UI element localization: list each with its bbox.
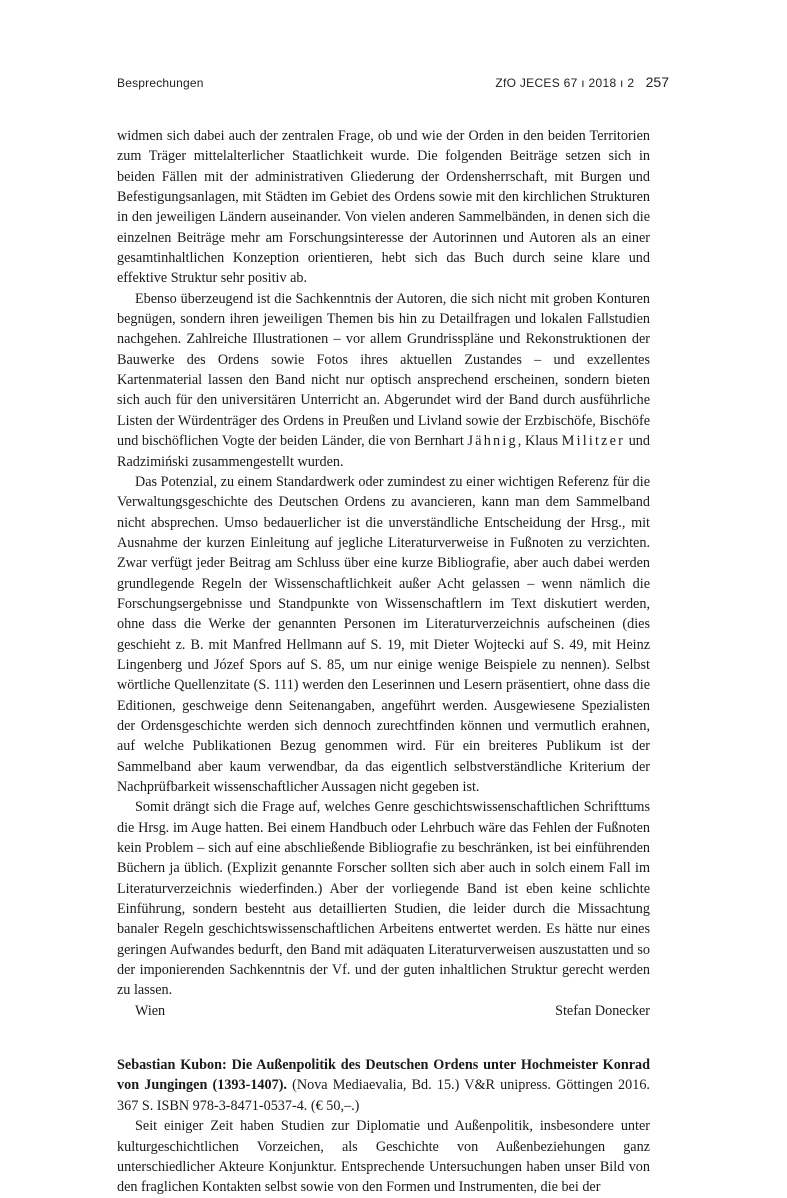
paragraph-2-middle: , Klaus [517, 433, 562, 450]
paragraph-3: Das Potenzial, zu einem Standardwerk oder zumindest zu einer wichtigen Referenz für die Verwaltungsgeschichte des Deutschen Ordens zu avancieren, kann man dem Sammelband nicht absprechen. Umso bedauerlicher ist die unverständliche Entscheidung der Hrsg., mit Ausnahme der kurzen Einleitung auf jegliche Literaturverweise in Fußnoten zu verzichten. Zwar verfügt jeder Beitrag am Schluss über eine kurze Bibliografie, aber auch dabei werden grundlegende Regeln der Wissenschaftlichkeit außer Acht gelassen – wenn nämlich die Forschungsergebnisse und Standpunkte von Wissenschaftlern im Text diskutiert werden, ohne dass die Werke der genannten Personen im Literaturverzeichnis aufscheinen (dies geschieht z. B. mit Manfred Hellmann auf S. 19, mit Dieter Wojtecki auf S. 49, mit Heinz Lingenberg und Józef Spors auf S. 85, um nur einige wenige Beispiele zu nennen). Selbst wörtliche Quellenzitate (S. 111) werden den Leserinnen und Lesern präsentiert, ohne dass die Editionen, geschweige denn Seitenangaben, angeführt werden. Ausgewiesene Spezialisten der Ordensgeschichte werden sich dennoch zurechtfinden können und vermutlich erahnen, auf welche Publikationen Bezug genommen wird. Für ein breiteres Publikum ist der Sammelband aber kaum verwendbar, da das eigentlich selbstverständliche Kriterium der Nachprüfbarkeit wissenschaftlicher Aussagen nicht gegeben ist. [117, 473, 650, 795]
journal-citation: ZfO JECES 67 ı 2018 ı 2 [495, 76, 635, 90]
section-title: Besprechungen [117, 76, 204, 90]
paragraph-4: Somit drängt sich die Frage auf, welches Genre geschichtswissenschaftlichen Schrifttums die Hrsg. im Auge hatten. Bei einem Handbuch oder Lehrbuch wäre das Fehlen der Fußnoten kein Problem – sich auf eine abschließende Bibliografie zu beschränken, ist bei einführenden Büchern ja üblich. (Explizit genannte Forscher sollten sich aber auch in solch einem Fall im Literaturverzeichnis wiederfinden.) Aber der vorliegende Band ist eben keine schlichte Einführung, sondern besteht aus detaillierten Studien, die leider durch die Missachtung banaler Regeln geschichtswissenschaftlichen Arbeitens entwertet werden. Es hätte nur eines geringen Aufwandes bedurft, den Band mit adäquaten Literaturverweisen auszustatten und so der imponierenden Sachkenntnis der Vf. und der guten inhaltlichen Struktur gerecht werden zu lassen. [117, 799, 650, 999]
author-name-jaehnig: Jähnig [467, 433, 518, 450]
review-heading [117, 1055, 650, 1116]
review-bibliographic-info: (Nova Mediaevalia, Bd. 15.) V&R unipress. Göttingen 2016. 367 S. ISBN 978-3-8471-0537-4. (€ 50,–.) [117, 1077, 650, 1114]
journal-info [495, 74, 669, 90]
paragraph-2-end: und Radzimiński zusammengestellt wurden. [117, 433, 650, 470]
review-title: Sebastian Kubon: Die Außenpolitik des Deutschen Ordens unter Hochmeister Konrad von Jungingen (1393-1407). [117, 1057, 650, 1094]
paragraph-2 [117, 289, 650, 472]
page-number: 257 [645, 74, 669, 90]
signature-author: Stefan Donecker [555, 1002, 650, 1019]
review-paragraph-1: Seit einiger Zeit haben Studien zur Diplomatie und Außenpolitik, insbesondere unter kulturgeschichtlichen Vorzeichen, als Geschichte von Außenbeziehungen ganz unterschiedlicher Akteure Konjunktur. Entsprechende Untersuchungen haben unser Bild von den fraglichen Kontakten selbst sowie von den Formen und Instrumenten, die bei der [117, 1118, 650, 1196]
paragraph-1: widmen sich dabei auch der zentralen Frage, ob und wie der Orden in den beiden Territorien zum Träger mittelalterlicher Staatlichkeit wurde. Die folgenden Beiträge setzen sich in beiden Fällen mit der administrativen Gliederung der Ordensherrschaft, mit Burgen und Befestigungsanlagen, mit Städten im Gebiet des Ordens sowie mit den kirchlichen Strukturen in den jeweiligen Ländern auseinander. Von vielen anderen Sammelbänden, in denen sich die einzelnen Beiträge mehr am Forschungsinteresse der Autorinnen und Autoren als an einer gesamtinhaltlichen Konzeption orientieren, hebt sich das Buch durch seine klare und effektive Struktur sehr positiv ab. [117, 128, 650, 287]
author-name-militzer: Militzer [561, 433, 626, 450]
running-header [117, 74, 669, 94]
review-signature [117, 1001, 650, 1021]
article-body [117, 126, 650, 1198]
paragraph-2-text: Ebenso überzeugend ist die Sachkenntnis der Autoren, die sich nicht mit groben Konturen begnügen, sondern ihren jeweiligen Themen bis hin zu Detailfragen und lokalen Fallstudien nachgehen. Zahlreiche Illustrationen – vor allem Grundrisspläne und Rekonstruktionen der Bauwerke des Ordens sowie Fotos ihres aktuellen Zustandes – und exzellentes Kartenmaterial lassen den Band nicht nur optisch ansprechend erscheinen, sondern bieten sich auch für den universitären Unterricht an. Abgerundet wird der Band durch ausführliche Listen der Würdenträger des Ordens in Preußen und Livland sowie der Erzbischöfe, Bischöfe und bischöflichen Vogte der beiden Länder, die von Bernhart [117, 290, 650, 450]
signature-place: Wien [135, 1002, 166, 1019]
